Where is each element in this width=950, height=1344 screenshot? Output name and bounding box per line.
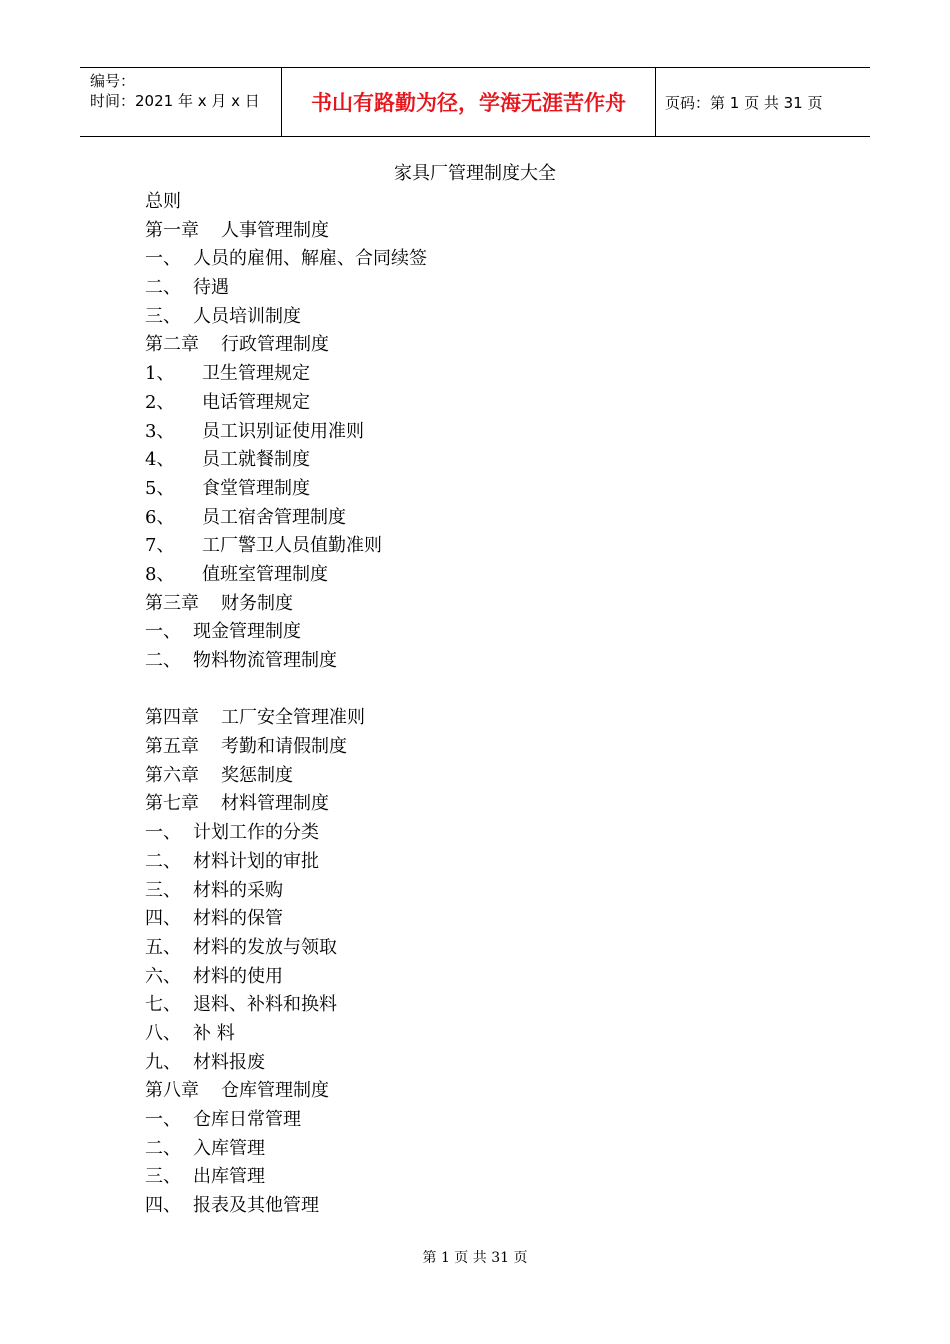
blank-line [145,676,427,705]
toc-item [145,790,427,819]
toc-item-text: 考勤和请假制度 [221,736,347,758]
toc-item-text: 材料的发放与领取 [193,936,337,958]
toc-item [145,590,427,619]
toc-item-text: 现金管理制度 [193,621,301,643]
toc-item-text: 入库管理 [193,1137,265,1159]
toc-item-number: 5、 [145,477,175,499]
toc-item [145,188,427,217]
toc-item [145,647,427,676]
toc-item-text: 总则 [145,191,181,212]
toc-item [145,905,427,934]
toc-item-text: 财务制度 [221,592,293,614]
toc-item-text: 人员培训制度 [193,305,301,327]
toc-item-number: 二、 [145,277,181,299]
toc-item-text: 仓库管理制度 [221,1080,329,1102]
toc-item-number: 3、 [145,420,175,442]
toc-item-number: 2、 [145,391,175,413]
toc-item [145,618,427,647]
toc-item-number: 二、 [145,850,181,872]
toc-item-number: 三、 [145,1166,181,1188]
time-label: 时间：2021 年 x 月 x 日 [90,92,260,110]
toc-item [145,1020,427,1049]
toc-item-text: 食堂管理制度 [202,477,310,499]
toc-item-number: 第三章 [145,592,199,614]
toc-item-text: 材料的使用 [193,965,283,987]
toc-item [145,877,427,906]
toc-item [145,217,427,246]
toc-item-number: 八、 [145,1022,181,1044]
header-motto-cell [281,68,656,136]
toc-item-text: 工厂警卫人员值勤准则 [202,535,382,557]
page-info: 页码：第 1 页 共 31 页 [665,93,823,112]
toc-item [145,819,427,848]
toc-item [145,561,427,590]
toc-item [145,274,427,303]
toc-item [145,704,427,733]
toc-item-text: 人员的雇佣、解雇、合同续签 [193,248,427,270]
toc-item-number: 第二章 [145,334,199,356]
toc-item-text: 材料的采购 [193,879,283,901]
toc-item-number: 第七章 [145,793,199,815]
toc-item [145,1077,427,1106]
toc-item [145,303,427,332]
toc-item [145,475,427,504]
toc-item-number: 四、 [145,1195,181,1217]
toc-item-number: 8、 [145,563,175,585]
motto-text: 书山有路勤为径，学海无涯苦作舟 [311,91,626,115]
table-of-contents [145,188,427,1221]
toc-item-text: 奖惩制度 [221,764,293,786]
toc-item-number: 第六章 [145,764,199,786]
toc-item-text: 计划工作的分类 [193,822,319,844]
toc-item [145,504,427,533]
toc-item-text: 卫生管理规定 [202,363,310,385]
toc-item-number: 四、 [145,908,181,930]
toc-item [145,762,427,791]
toc-item-number: 五、 [145,936,181,958]
toc-item [145,848,427,877]
toc-item-number: 第一章 [145,219,199,241]
toc-item-text: 待遇 [193,277,229,299]
toc-item-number: 第四章 [145,707,199,729]
document-header [80,67,870,137]
toc-item-text: 工厂安全管理准则 [221,707,365,729]
toc-item-number: 一、 [145,1109,181,1130]
toc-item-number: 一、 [145,822,181,844]
toc-item-number: 一、 [145,248,181,270]
toc-item-text: 补 料 [193,1022,235,1044]
toc-item [145,1106,427,1135]
toc-item [145,360,427,389]
header-page-cell [655,68,870,136]
toc-item-number: 1、 [145,363,175,385]
toc-item [145,1049,427,1078]
toc-item [145,418,427,447]
toc-item-number: 七、 [145,994,181,1016]
serial-number-label: 编号： [90,72,136,90]
toc-item-text: 材料计划的审批 [193,850,319,872]
toc-item [145,532,427,561]
toc-item-number: 4、 [145,449,175,471]
toc-item-number: 7、 [145,535,175,557]
toc-item-text: 值班室管理制度 [202,563,328,585]
toc-item-number: 六、 [145,965,181,987]
toc-item-number: 三、 [145,305,181,327]
toc-item-text: 员工宿舍管理制度 [202,506,346,528]
toc-item-text: 材料报废 [193,1051,265,1073]
toc-item-number: 一、 [145,621,181,643]
toc-item-text: 人事管理制度 [221,219,329,241]
toc-item-number: 二、 [145,650,181,671]
toc-item-text: 仓库日常管理 [193,1109,301,1130]
toc-item-number: 九、 [145,1051,181,1073]
toc-item-text: 报表及其他管理 [193,1195,319,1217]
toc-item [145,1192,427,1221]
toc-item [145,446,427,475]
toc-item [145,1163,427,1192]
toc-item-text: 出库管理 [193,1166,265,1188]
page-footer: 第 1 页 共 31 页 [422,1250,528,1266]
toc-item-number: 三、 [145,879,181,901]
header-meta-cell [80,68,280,136]
toc-item-number: 二、 [145,1137,181,1159]
toc-item-text: 退料、补料和换料 [193,994,337,1016]
toc-item [145,245,427,274]
toc-item [145,963,427,992]
toc-item [145,389,427,418]
toc-item-text: 行政管理制度 [221,334,329,356]
document-title: 家具厂管理制度大全 [394,163,556,184]
toc-item-number: 第八章 [145,1080,199,1102]
toc-item-number: 6、 [145,506,175,528]
toc-item-text: 电话管理规定 [202,391,310,413]
toc-item-text: 员工识别证使用准则 [202,420,364,442]
toc-item [145,331,427,360]
toc-item-text: 员工就餐制度 [202,449,310,471]
toc-item [145,733,427,762]
toc-item [145,1135,427,1164]
toc-item [145,934,427,963]
toc-item-number: 第五章 [145,736,199,758]
toc-item-text: 物料物流管理制度 [193,650,337,671]
toc-item-text: 材料管理制度 [221,793,329,815]
toc-item-text: 材料的保管 [193,908,283,930]
toc-item [145,991,427,1020]
